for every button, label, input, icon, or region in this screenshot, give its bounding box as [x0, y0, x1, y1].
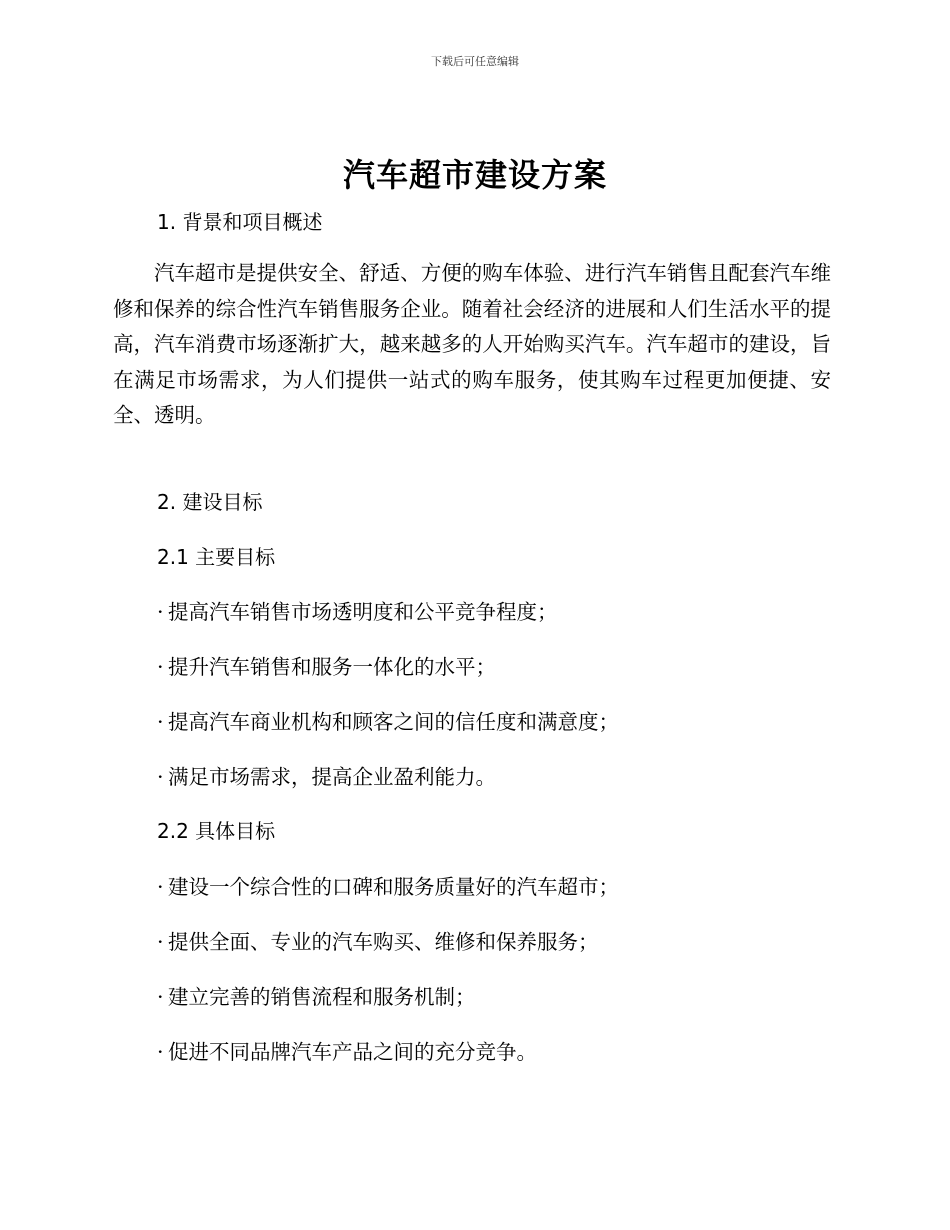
list-item — [157, 760, 496, 790]
section-heading-background: 1. 背景和项目概述 — [157, 210, 323, 234]
bullet-dot-icon: · — [157, 710, 164, 734]
section-heading-goals: 2. 建设目标 — [157, 490, 263, 514]
list-item — [157, 595, 558, 625]
subsection-heading-main-goals: 2.1 主要目标 — [157, 545, 276, 569]
document-title: 汽车超市建设方案 — [342, 156, 607, 194]
list-item-text: 提供全面、专业的汽车购买、维修和保养服务； — [168, 930, 599, 954]
bullet-dot-icon: · — [157, 985, 164, 1009]
bullet-dot-icon: · — [157, 765, 164, 789]
header-note: 下载后可任意编辑 — [431, 55, 519, 68]
list-item-text: 提升汽车销售和服务一体化的水平； — [168, 655, 496, 679]
list-item-text: 建立完善的销售流程和服务机制； — [168, 985, 476, 1009]
list-item-text: 促进不同品牌汽车产品之间的充分竞争。 — [168, 1040, 537, 1064]
background-paragraph: 汽车超市是提供安全、舒适、方便的购车体验、进行汽车销售且配套汽车维修和保养的综合性汽车销售服务企业。随着社会经济的进展和人们生活水平的提高，汽车消费市场逐渐扩大，越来越多的人开始购买汽车。汽车超市的建设，旨在满足市场需求，为人们提供一站式的购车服务，使其购车过程更加便捷、安全、透明。 — [113, 261, 831, 427]
bullet-dot-icon: · — [157, 1040, 164, 1064]
bullet-dot-icon: · — [157, 600, 164, 624]
list-item — [157, 650, 496, 680]
list-item-text: 满足市场需求，提高企业盈利能力。 — [168, 765, 496, 789]
list-item-text: 提高汽车销售市场透明度和公平竞争程度； — [168, 600, 558, 624]
subsection-heading-specific-goals: 2.2 具体目标 — [157, 819, 276, 843]
list-item — [157, 980, 476, 1010]
list-item — [157, 1035, 537, 1065]
bullet-dot-icon: · — [157, 655, 164, 679]
bullet-dot-icon: · — [157, 930, 164, 954]
list-item — [157, 705, 619, 735]
bullet-dot-icon: · — [157, 875, 164, 899]
list-item-text: 提高汽车商业机构和顾客之间的信任度和满意度； — [168, 710, 619, 734]
list-item-text: 建设一个综合性的口碑和服务质量好的汽车超市； — [168, 875, 619, 899]
list-item — [157, 870, 619, 900]
list-item — [157, 925, 599, 955]
